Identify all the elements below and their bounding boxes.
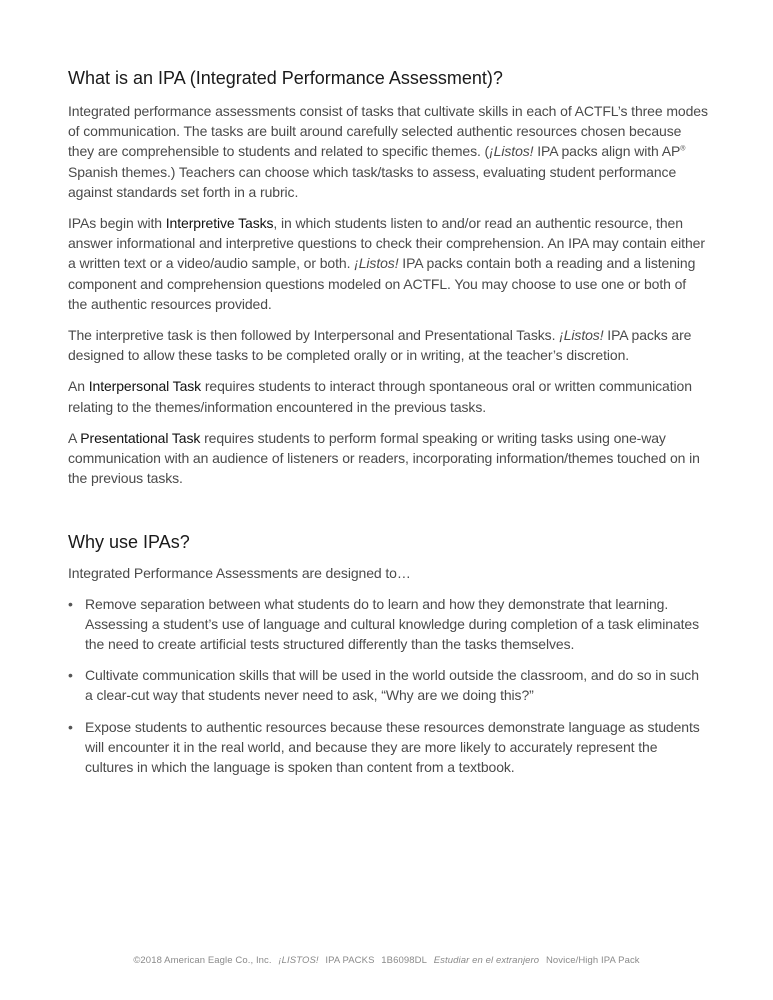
- list-item: • Remove separation between what students do to learn and how they demonstrate that learning. Assessing a student’s use of language and cultural knowledge during completion of a task eliminates the need to create artificial tests structured differently than the tasks themselves.: [68, 595, 700, 653]
- footer-copyright: ©2018 American Eagle Co., Inc.: [133, 955, 272, 966]
- list-item: • Cultivate communication skills that will be used in the world outside the classroom, and do so in such a clear-cut way that students never need to ask, “Why are we doing this?”: [68, 667, 699, 704]
- paragraph-presentational-task: A Presentational Task requires students to perform formal speaking or writing tasks using one-way communication with an audience of listeners or readers, incorporating information/themes touched on in the previous tasks.: [68, 429, 700, 487]
- footer-brand: ¡LISTOS!: [278, 955, 319, 966]
- term-interpersonal-task: Interpersonal Task: [88, 378, 202, 395]
- section-heading-what-is-ipa: What is an IPA (Integrated Performance Assessment)?: [68, 68, 503, 88]
- paragraph-task-sequence: The interpretive task is then followed by Interpersonal and Presentational Tasks. ¡Listos! IPA packs are designed to allow these tasks to be completed orally or in writing, at the teacher’s discretion.: [68, 327, 692, 364]
- page-footer: [0, 955, 773, 966]
- term-interpretive-tasks: Interpretive Tasks: [165, 215, 274, 232]
- benefits-list: [68, 594, 708, 778]
- bullet-icon: •: [68, 718, 73, 735]
- paragraph-why-intro: Integrated Performance Assessments are designed to…: [68, 565, 411, 582]
- paragraph-ipa-definition: Integrated performance assessments consist of tasks that cultivate skills in each of ACTFL’s three modes of communication. The tasks are built around carefully selected authentic resources chosen because they are comprehensible to students and related to specific themes. (¡Listos! IPA packs align with AP® Spanish themes.) Teachers can choose which task/tasks to assess, evaluating student performance against standards set forth in a rubric.: [68, 103, 708, 200]
- bullet-icon: •: [68, 667, 73, 684]
- bullet-icon: •: [68, 595, 73, 612]
- paragraph-interpersonal-task: An Interpersonal Task requires students to interact through spontaneous oral or written communication relating to the themes/information encountered in the previous tasks.: [68, 378, 692, 415]
- section-heading-why-use-ipas: Why use IPAs?: [68, 532, 190, 553]
- document-page: [68, 66, 708, 788]
- footer-suffix: Novice/High IPA Pack: [545, 955, 640, 966]
- footer-title: Estudiar en el extranjero: [433, 955, 540, 966]
- paragraph-interpretive-tasks: IPAs begin with Interpretive Tasks, in which students listen to and/or read an authentic resource, then answer informational and interpretive questions to check their comprehension. An IPA may contain either a written text or a video/audio sample, or both. ¡Listos! IPA packs contain both a reading and a listening component and comprehension questions modeled on ACTFL. You may choose to use one or both of the authentic resources provided.: [68, 215, 705, 312]
- list-item: • Expose students to authentic resources because these resources demonstrate language as students will encounter it in the real world, and because they are more likely to accurately represent the cultures in which the language is spoken than content from a textbook.: [68, 718, 700, 776]
- term-presentational-task: Presentational Task: [80, 429, 201, 446]
- footer-packs: IPA PACKS: [325, 955, 375, 966]
- footer-code: 1B6098DL: [381, 955, 427, 966]
